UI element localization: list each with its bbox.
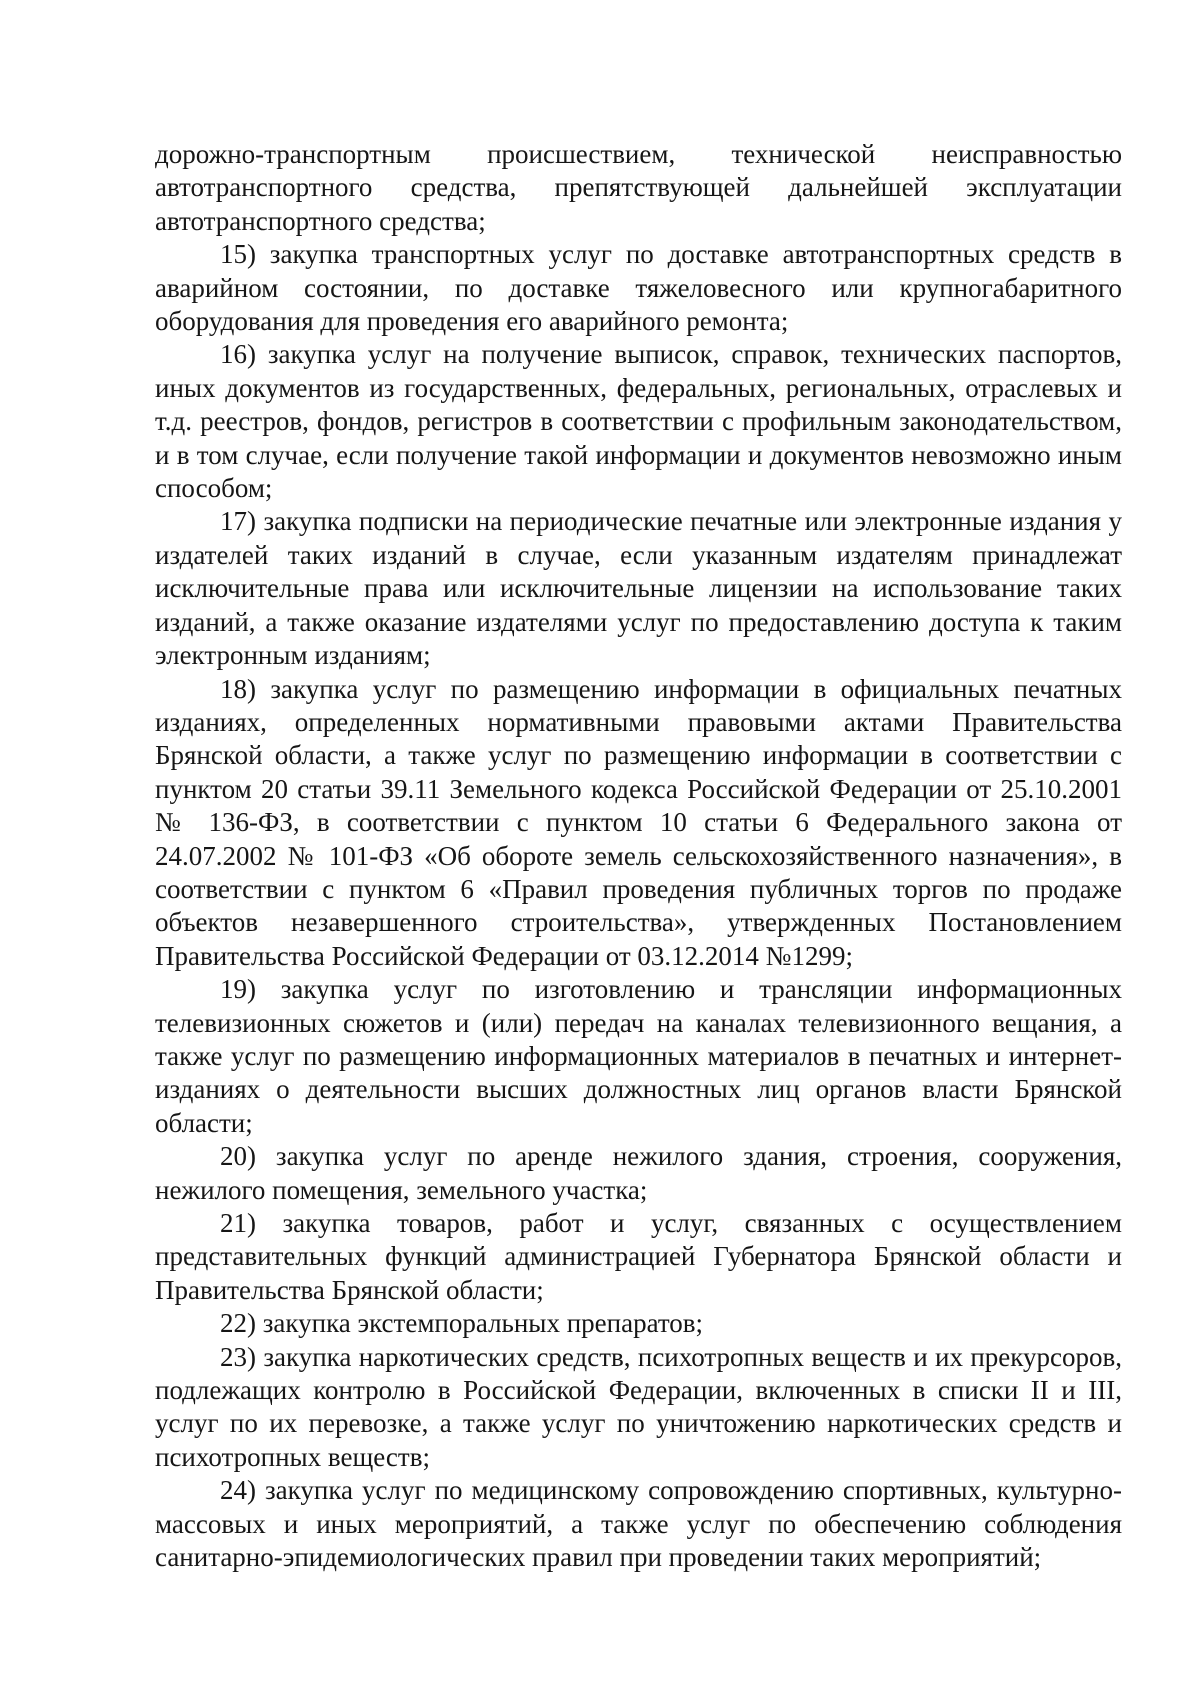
paragraph-item-17: 17) закупка подписки на периодические печатные или электронные издания у издателей таких изданий в случае, если указанным издателям принадлежат исключительные права или исключительные лицензии на использование таких изданий, а также оказание издателями услуг по предоставлению доступа к таким электронным изданиям;	[155, 506, 1122, 671]
paragraph-item-15: 15) закупка транспортных услуг по доставке автотранспортных средств в аварийном состоянии, по доставке тяжеловесного или крупногабаритного оборудования для проведения его аварийного ремонта;	[155, 239, 1122, 337]
paragraph-item-23: 23) закупка наркотических средств, психотропных веществ и их прекурсоров, подлежащих контролю в Российской Федерации, включенных в списки II и III, услуг по их перевозке, а также услуг по уничтожению наркотических средств и психотропных веществ;	[155, 1341, 1122, 1472]
paragraph-continuation: дорожно-транспортным происшествием, технической неисправностью автотранспортного средства, препятствующей дальнейшей эксплуатации автотранспортного средства;	[155, 139, 1122, 236]
paragraph-item-22: 22) закупка экстемпоральных препаратов;	[220, 1308, 704, 1339]
document-page	[155, 138, 1122, 1574]
paragraph-item-19: 19) закупка услуг по изготовлению и трансляции информационных телевизионных сюжетов и (или) передач на каналах телевизионного вещания, а также услуг по размещению информационных материалов в печатных и интернет-изданиях о деятельности высших должностных лиц органов власти Брянской области;	[155, 974, 1122, 1138]
paragraph-item-21: 21) закупка товаров, работ и услуг, связанных с осуществлением представительных функций администрацией Губернатора Брянской области и Правительства Брянской области;	[155, 1208, 1122, 1305]
paragraph-item-24: 24) закупка услуг по медицинскому сопровождению спортивных, культурно-массовых и иных мероприятий, а также услуг по обеспечению соблюдения санитарно-эпидемиологических правил при проведении таких мероприятий;	[155, 1475, 1122, 1573]
paragraph-item-18: 18) закупка услуг по размещению информации в официальных печатных изданиях, определенных нормативными правовыми актами Правительства Брянской области, а также услуг по размещению информации в соответствии с пунктом 20 статьи 39.11 Земельного кодекса Российской Федерации от 25.10.2001 № 136-ФЗ, в соответствии с пунктом 10 статьи 6 Федерального закона от 24.07.2002 № 101-ФЗ «Об обороте земель сельскохозяйственного назначения», в соответствии с пунктом 6 «Правил проведения публичных торгов по продаже объектов незавершенного строительства», утвержденных Постановлением Правительства Российской Федерации от 03.12.2014 №1299;	[155, 673, 1122, 971]
paragraph-item-20: 20) закупка услуг по аренде нежилого здания, строения, сооружения, нежилого помещения, земельного участка;	[155, 1141, 1122, 1205]
paragraph-item-16: 16) закупка услуг на получение выписок, справок, технических паспортов, иных документов из государственных, федеральных, региональных, отраслевых и т.д. реестров, фондов, регистров в соответствии с профильным законодательством, и в том случае, если получение такой информации и документов невозможно иным способом;	[155, 339, 1122, 504]
